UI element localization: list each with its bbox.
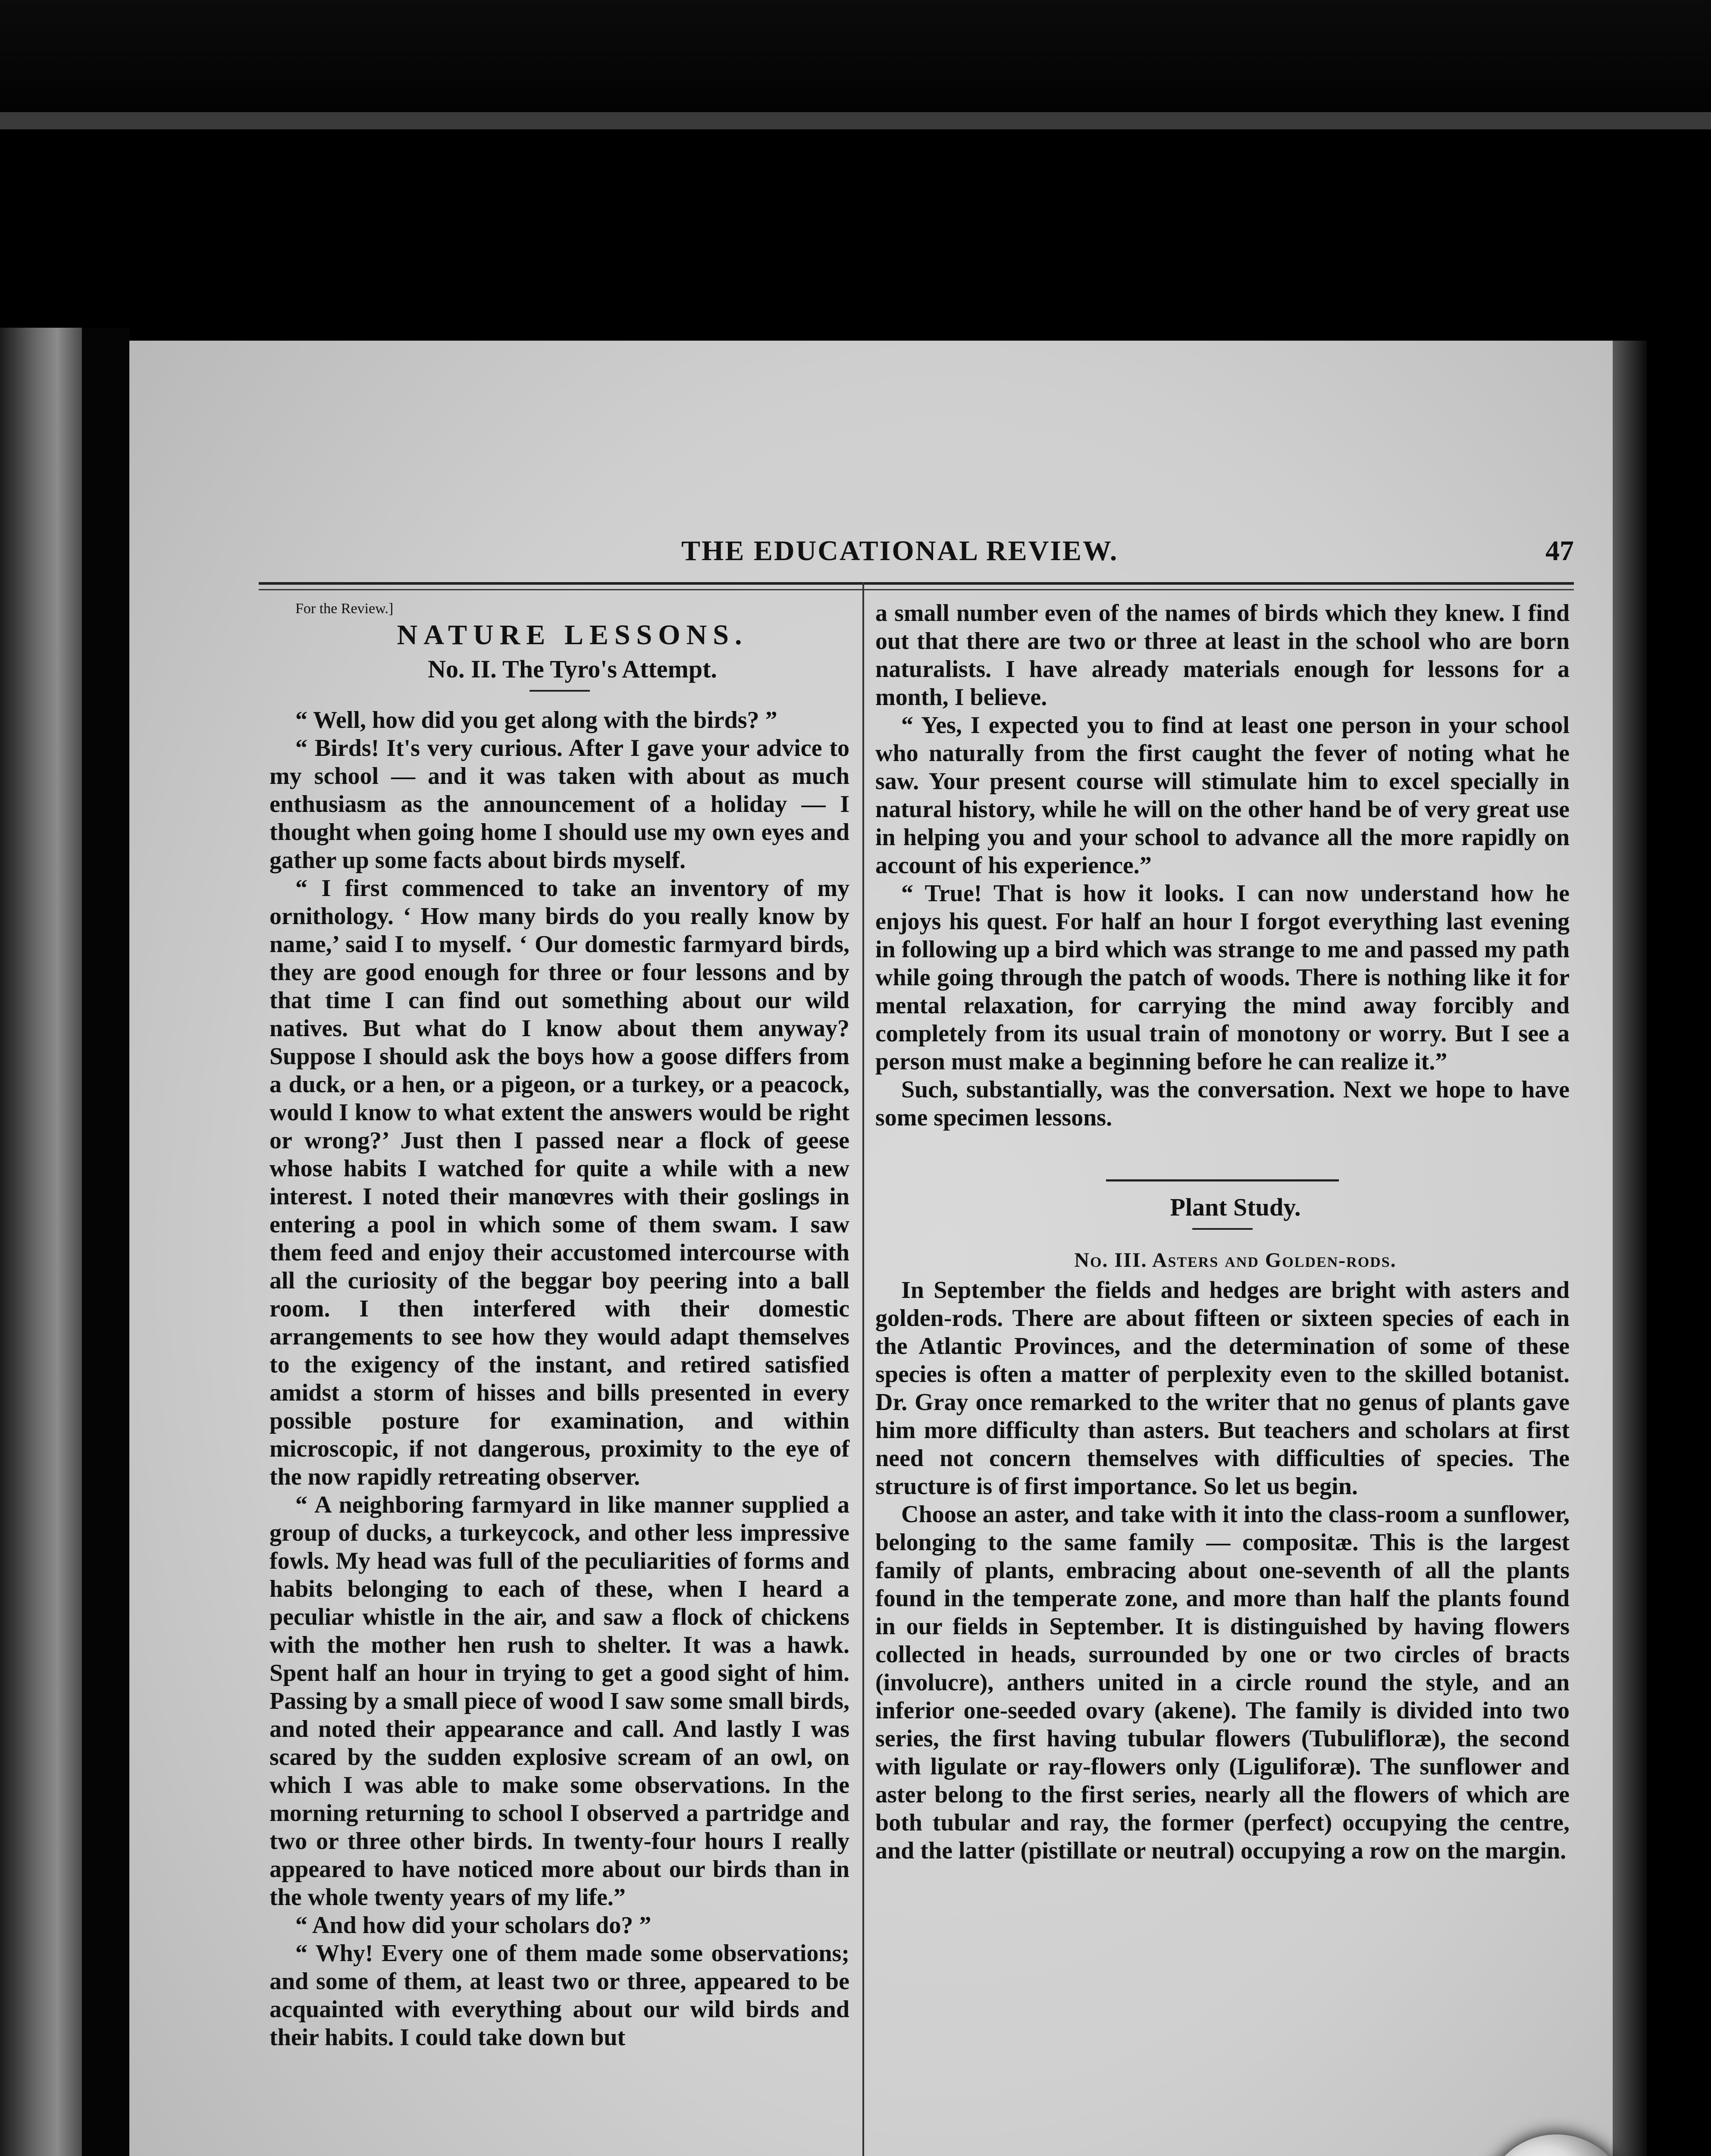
- paragraph: “ And how did your scholars do? ”: [295, 1912, 652, 1939]
- column-divider: [862, 582, 864, 2156]
- running-head: [561, 535, 1574, 573]
- paragraph: “ Yes, I expected you to find at least one person in your school who naturally from the first caught the fever of noting what he saw. Your present course will stimulate him to excel specially in natural history, while he will on the other hand be of very great use in helping you and your school to advance all the more rapidly on account of his experience.”: [875, 712, 1570, 879]
- section-heading-rule: [1192, 1228, 1253, 1230]
- page-right-shadow: [1613, 341, 1647, 2156]
- article-heading: NATURE LESSONS.: [397, 619, 748, 651]
- right-column: [875, 599, 1570, 1865]
- section-heading: Plant Study.: [1170, 1193, 1301, 1221]
- paragraph: Such, substantially, was the conversation. Next we hope to have some specimen lessons.: [875, 1076, 1570, 1131]
- paragraph: “ Well, how did you get along with the birds? ”: [295, 707, 777, 733]
- paragraph: “ Why! Every one of them made some observations; and some of them, at least two or three, appeared to be acquainted with everything about our wild birds and their habits. I could take down but: [269, 1940, 849, 2051]
- paragraph: “ I first commenced to take an inventory of my ornithology. ‘ How many birds do you really know by name,’ said I to myself. ‘ Our domestic farmyard birds, they are good enough for three or four lessons and by that time I can find out something about our wild natives. But what do I know about them anyway? Suppose I should ask the boys how a goose differs from a duck, or a hen, or a pigeon, or a turkey, or a peacock, would I know to what extent the answers would be right or wrong?’ Just then I passed near a flock of geese whose habits I watched for quite a while with a new interest. I noted their manœvres with their goslings in entering a pool in which some of them swam. I saw them feed and enjoy their accustomed intercourse with all the curiosity of the beggar boy peering into a ball room. I then interfered with their domestic arrangements to see how they would adapt themselves to the exigency of the instant, and retired satisfied amidst a storm of hisses and bills presented in every possible posture for examination, and within microscopic, if not dangerous, proximity to the eye of the now rapidly retreating observer.: [269, 875, 849, 1490]
- left-column: [269, 599, 849, 2052]
- scanned-page: [129, 341, 1613, 2156]
- section-spacer: [875, 1132, 1570, 1179]
- paragraph: “ A neighboring farmyard in like manner supplied a group of ducks, a turkeycock, and other less impressive fowls. My head was full of the peculiarities of forms and habits belonging to each of these, when I heard a peculiar whistle in the air, and saw a flock of chickens with the mother hen rush to shelter. It was a hawk. Spent half an hour in trying to get a good sight of him. Passing by a small piece of wood I saw some small birds, and noted their appearance and call. And lastly I was scared by the sudden explosive scream of an owl, on which I was able to make some observations. In the morning returning to school I observed a partridge and two or three other birds. In twenty-four hours I really appeared to have noticed more about our birds than in the whole twenty years of my life.”: [269, 1492, 849, 1911]
- paragraph: “ True! That is how it looks. I can now understand how he enjoys his quest. For half an hour I forgot everything last evening in following up a bird which was strange to me and passed my path while going through the patch of woods. There is nothing like it for mental relaxation, for carrying the mind away forcibly and completely from its usual train of monotony or worry. But I see a person must make a beginning before he can realize it.”: [875, 880, 1570, 1075]
- microfilm-frame-top: [0, 0, 1711, 112]
- heading-rule: [530, 690, 590, 692]
- header-rule: [259, 582, 1574, 585]
- section-subheading: No. III. Asters and Golden-rods.: [1074, 1249, 1397, 1272]
- microfilm-frame-band: [0, 112, 1711, 129]
- header-rule-thin: [259, 589, 1574, 590]
- adjacent-page-edge: [0, 328, 82, 2156]
- section-rule: [1106, 1179, 1339, 1181]
- journal-title: THE EDUCATIONAL REVIEW.: [681, 535, 1119, 567]
- paragraph: Choose an aster, and take with it into the class-room a sunflower, belonging to the same family — compositæ. This is the largest family of plants, embracing about one-seventh of all the plants found in the temperate zone, and more than half the plants found in our fields in September. It is distinguished by having flowers collected in heads, surrounded by one or two circles of bracts (involucre), anthers united in a circle round the style, and an inferior one-seeded ovary (akene). The family is divided into two series, the first having tubular flowers (Tubulifloræ), the second with ligulate or ray-flowers only (Liguliforæ). The sunflower and aster belong to the first series, nearly all the flowers of which are both tubular and ray, the former (perfect) occupying the centre, and the latter (pistillate or neutral) occupying a row on the margin.: [875, 1501, 1570, 1864]
- paragraph: In September the fields and hedges are bright with asters and golden-rods. There are about fifteen or sixteen species of each in the Atlantic Provinces, and the determination of some of these species is often a matter of perplexity even to the skilled botanist. Dr. Gray once remarked to the writer that no genus of plants gave him more difficulty than asters. But teachers and scholars at first need not concern themselves with difficulties of species. The structure is of first importance. So let us begin.: [875, 1277, 1570, 1500]
- page-number: 47: [1545, 535, 1574, 567]
- article-subheading: No. II. The Tyro's Attempt.: [428, 655, 717, 683]
- page-gutter-shadow: [82, 328, 129, 2156]
- paragraph: “ Birds! It's very curious. After I gave your advice to my school — and it was taken with about as much enthusiasm as the announcement of a holiday — I thought when going home I should use my own eyes and gather up some facts about birds myself.: [269, 735, 849, 874]
- paragraph-continued: a small number even of the names of birds which they knew. I find out that there are two or three at least in the school who are born naturalists. I have already materials enough for lessons for a month, I believe.: [875, 600, 1570, 711]
- source-note: For the Review.]: [295, 601, 394, 617]
